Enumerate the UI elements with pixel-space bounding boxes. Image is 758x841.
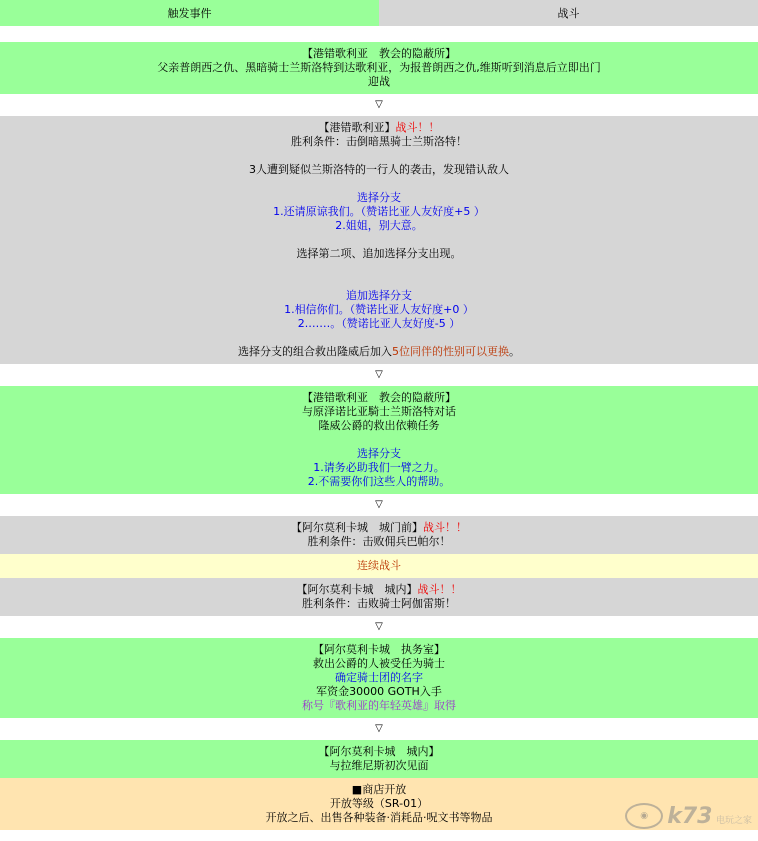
event-block-1 [0, 42, 758, 94]
legend-bar [0, 0, 758, 26]
event-text: 与原泽诺比亚騎士兰斯洛特对话 [302, 405, 456, 418]
spacer [0, 26, 758, 42]
battle-heading [4, 583, 754, 597]
highlight-text: 5位同伴的性别可以更换 [392, 345, 509, 358]
event-text: 隆威公爵的救出依赖任务 [318, 419, 440, 432]
flow-arrow: ▽ [375, 99, 383, 110]
event-highlight: 确定骑士团的名字 [335, 671, 423, 684]
battle-location: 【阿尔莫利卡城 城门前】 [291, 521, 423, 534]
event-location: 【港错歌利亚 教会的隐蔽所】 [302, 391, 456, 404]
battle-label: 战斗！！ [395, 121, 440, 134]
win-condition: 胜利条件：击败佣兵巴帕尔！ [307, 535, 451, 548]
branch-title: 追加选择分支 [346, 289, 412, 302]
shop-text: 开放之后、出售各种装备·消耗品·呪文书等物品 [265, 811, 493, 824]
battle-block-3 [0, 578, 758, 616]
battle-label: 战斗！！ [423, 521, 467, 534]
battle-location: 【阿尔莫利卡城 城内】 [296, 583, 418, 596]
battle-label: 战斗！！ [417, 583, 462, 596]
win-condition: 胜利条件：击败骑士阿伽雷斯！ [302, 597, 456, 610]
shop-level: 开放等级（SR-01） [329, 797, 429, 810]
continuous-battle-banner: 连续战斗 [0, 554, 758, 578]
watermark-logo: k73 电玩之家 [667, 803, 752, 829]
battle-heading [4, 521, 754, 535]
title-obtained: 称号『歌利亚的年轻英雄』取得 [302, 699, 456, 712]
gamepad-icon: ◉ [625, 803, 663, 829]
event-text: 迎战 [368, 75, 390, 88]
event-text: 救出公爵的人被受任为骑士 [313, 657, 445, 670]
note-text: 选择第二项、追加选择分支出现。 [296, 247, 462, 260]
event-location: 【港错歌利亚 教会的隐蔽所】 [302, 47, 456, 60]
flow-arrow: ▽ [375, 499, 383, 510]
site-watermark [625, 803, 752, 829]
branch-option: 2.不需要你们这些人的帮助。 [307, 475, 451, 488]
legend-battle: 战斗 [379, 0, 758, 26]
shop-title: ■商店开放 [351, 783, 407, 796]
event-location: 【阿尔莫利卡城 城内】 [318, 745, 440, 758]
branch-title: 选择分支 [357, 447, 401, 460]
event-text: 3人遭到疑似兰斯洛特的一行人的袭击，发现错认敌人 [249, 163, 509, 176]
battle-block-1 [0, 116, 758, 364]
legend-event: 触发事件 [0, 0, 379, 26]
event-location: 【阿尔莫利卡城 执务室】 [313, 643, 445, 656]
branch-option: 1.相信你们。（赞诺比亚人友好度+0 ） [284, 303, 474, 316]
branch-option: 2.姐姐，别大意。 [335, 219, 423, 232]
event-block-3 [0, 638, 758, 718]
branch-option: 1.还请原谅我们。（赞诺比亚人友好度+5 ） [273, 205, 485, 218]
branch-option: 2.……。（赞诺比亚人友好度-5 ） [297, 317, 461, 330]
battle-location: 【港错歌利亚】 [318, 121, 396, 134]
win-condition: 胜利条件：击倒暗黑骑士兰斯洛特！ [291, 135, 467, 148]
event-block-4 [0, 740, 758, 778]
branch-option: 1.请务必助我们一臂之力。 [313, 461, 445, 474]
note-text: 选择分支的组合救出隆威后加入5位同伴的性别可以更换。 [238, 345, 520, 358]
branch-title: 选择分支 [357, 191, 401, 204]
flow-arrow: ▽ [375, 621, 383, 632]
event-text: 父亲普朗西之仇、黑暗骑士兰斯洛特到达歌利亚，为报普朗西之仇,维斯听到消息后立即出门 [157, 61, 601, 74]
event-text: 与拉维尼斯初次见面 [329, 759, 429, 772]
flow-arrow: ▽ [375, 369, 383, 380]
event-text: 军资金30000 GOTH入手 [316, 685, 442, 698]
battle-block-2 [0, 516, 758, 554]
event-block-2 [0, 386, 758, 494]
battle-heading [4, 121, 754, 135]
flow-arrow: ▽ [375, 723, 383, 734]
